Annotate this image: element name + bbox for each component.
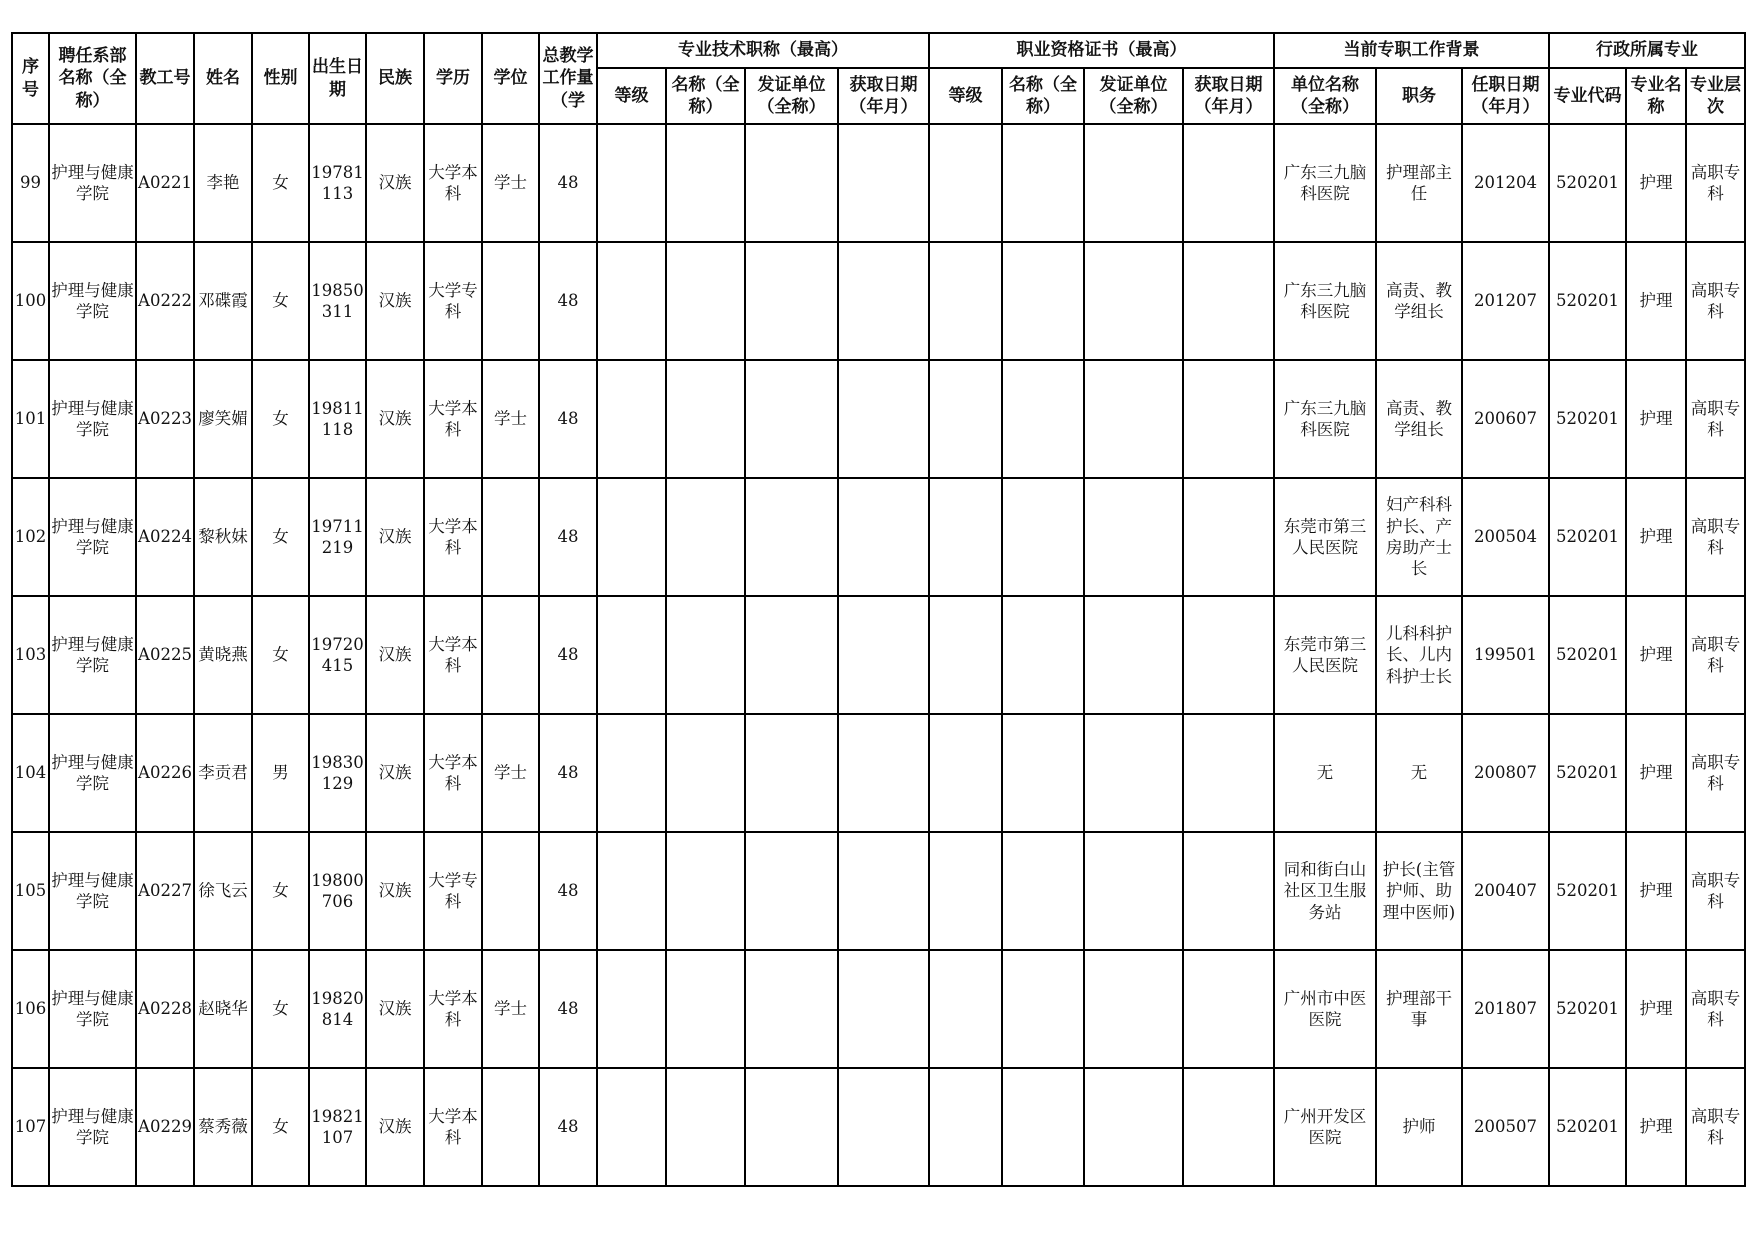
cell-ethnicity: 汉族 (366, 950, 424, 1068)
cell-education: 大学专科 (424, 242, 482, 360)
col-education: 学历 (424, 33, 482, 124)
cell-title-level (597, 1068, 666, 1186)
cell-title-date (838, 478, 929, 596)
cell-major-level: 高职专科 (1686, 478, 1745, 596)
col-job-position: 职务 (1376, 68, 1462, 124)
cell-major-name: 护理 (1626, 950, 1686, 1068)
cell-major-level: 高职专科 (1686, 714, 1745, 832)
col-major-level: 专业层次 (1686, 68, 1745, 124)
cell-major-name: 护理 (1626, 596, 1686, 714)
cell-gender: 女 (252, 832, 309, 950)
cell-title-level (597, 242, 666, 360)
col-gender: 性别 (252, 33, 309, 124)
cell-birth: 19821107 (309, 1068, 366, 1186)
cell-job-position: 妇产科科护长、产房助产士长 (1376, 478, 1462, 596)
cell-staff-id: A0228 (136, 950, 194, 1068)
cell-dept: 护理与健康学院 (49, 596, 136, 714)
cell-job-unit: 东莞市第三人民医院 (1274, 596, 1376, 714)
cell-major-name: 护理 (1626, 832, 1686, 950)
col-job-unit: 单位名称（全称） (1274, 68, 1376, 124)
cell-cert-name (1002, 1068, 1084, 1186)
cell-cert-issuer (1084, 360, 1183, 478)
cell-staff-id: A0224 (136, 478, 194, 596)
cell-ethnicity: 汉族 (366, 1068, 424, 1186)
cell-education: 大学本科 (424, 124, 482, 242)
cell-seq: 105 (12, 832, 49, 950)
cell-dept: 护理与健康学院 (49, 950, 136, 1068)
cell-gender: 女 (252, 596, 309, 714)
cell-cert-date (1183, 124, 1274, 242)
cell-major-name: 护理 (1626, 1068, 1686, 1186)
cell-title-level (597, 832, 666, 950)
col-dept: 聘任系部名称（全称） (49, 33, 136, 124)
cell-ethnicity: 汉族 (366, 478, 424, 596)
cell-cert-name (1002, 596, 1084, 714)
cell-education: 大学专科 (424, 832, 482, 950)
cell-title-date (838, 950, 929, 1068)
table-row (12, 478, 1745, 596)
cell-name: 黄晓燕 (194, 596, 252, 714)
cell-seq: 106 (12, 950, 49, 1068)
table-row (12, 596, 1745, 714)
col-cert-date: 获取日期（年月） (1183, 68, 1274, 124)
cell-gender: 女 (252, 478, 309, 596)
table-row (12, 1068, 1745, 1186)
cell-major-level: 高职专科 (1686, 1068, 1745, 1186)
cell-job-position: 高责、教学组长 (1376, 360, 1462, 478)
cell-title-level (597, 596, 666, 714)
cell-title-issuer (745, 950, 838, 1068)
cell-seq: 99 (12, 124, 49, 242)
cell-job-date: 200504 (1462, 478, 1549, 596)
cell-seq: 103 (12, 596, 49, 714)
cell-major-code: 520201 (1549, 596, 1626, 714)
cell-major-level: 高职专科 (1686, 832, 1745, 950)
cell-job-date: 201207 (1462, 242, 1549, 360)
cell-job-date: 200507 (1462, 1068, 1549, 1186)
col-workload-label: 总教学工作量（学 (542, 46, 594, 111)
cell-cert-date (1183, 478, 1274, 596)
cell-cert-date (1183, 596, 1274, 714)
cell-cert-date (1183, 714, 1274, 832)
cell-job-position: 护长(主管护师、助理中医师) (1376, 832, 1462, 950)
cell-cert-level (929, 242, 1002, 360)
table-row (12, 950, 1745, 1068)
cell-cert-date (1183, 832, 1274, 950)
cell-major-level: 高职专科 (1686, 950, 1745, 1068)
cell-education: 大学本科 (424, 478, 482, 596)
cell-title-level (597, 950, 666, 1068)
cell-birth: 19781113 (309, 124, 366, 242)
cell-cert-name (1002, 832, 1084, 950)
cell-staff-id: A0222 (136, 242, 194, 360)
cell-major-name: 护理 (1626, 242, 1686, 360)
cell-major-code: 520201 (1549, 832, 1626, 950)
cell-workload: 48 (539, 596, 597, 714)
cell-title-name (666, 242, 745, 360)
cell-workload: 48 (539, 124, 597, 242)
cell-cert-level (929, 596, 1002, 714)
cell-name: 李艳 (194, 124, 252, 242)
cell-cert-level (929, 1068, 1002, 1186)
cell-title-date (838, 360, 929, 478)
cell-cert-level (929, 478, 1002, 596)
cell-education: 大学本科 (424, 950, 482, 1068)
cell-title-issuer (745, 124, 838, 242)
cell-ethnicity: 汉族 (366, 714, 424, 832)
cell-cert-date (1183, 360, 1274, 478)
cell-cert-level (929, 124, 1002, 242)
cell-dept: 护理与健康学院 (49, 1068, 136, 1186)
cell-dept: 护理与健康学院 (49, 124, 136, 242)
cell-job-unit: 同和街白山社区卫生服务站 (1274, 832, 1376, 950)
cell-ethnicity: 汉族 (366, 360, 424, 478)
table-body (12, 124, 1745, 1186)
cell-title-name (666, 832, 745, 950)
cell-title-issuer (745, 832, 838, 950)
cell-title-date (838, 242, 929, 360)
cell-cert-issuer (1084, 950, 1183, 1068)
cell-workload: 48 (539, 832, 597, 950)
cell-workload: 48 (539, 714, 597, 832)
cell-education: 大学本科 (424, 1068, 482, 1186)
cell-workload: 48 (539, 950, 597, 1068)
cell-staff-id: A0223 (136, 360, 194, 478)
cell-degree: 学士 (482, 360, 539, 478)
cell-title-date (838, 124, 929, 242)
cell-birth: 19811118 (309, 360, 366, 478)
staff-roster-table (11, 32, 1746, 1187)
cell-staff-id: A0227 (136, 832, 194, 950)
staff-roster-sheet (11, 32, 1746, 1187)
cell-cert-issuer (1084, 124, 1183, 242)
cell-degree: 学士 (482, 124, 539, 242)
cell-name: 黎秋妹 (194, 478, 252, 596)
cell-cert-name (1002, 478, 1084, 596)
cell-gender: 女 (252, 950, 309, 1068)
cell-education: 大学本科 (424, 596, 482, 714)
group-professional-title: 专业技术职称（最高） (597, 33, 929, 68)
col-workload (539, 33, 597, 124)
col-cert-issuer: 发证单位（全称） (1084, 68, 1183, 124)
cell-birth: 19720415 (309, 596, 366, 714)
cell-job-date: 200607 (1462, 360, 1549, 478)
cell-title-issuer (745, 1068, 838, 1186)
cell-birth: 19850311 (309, 242, 366, 360)
cell-gender: 男 (252, 714, 309, 832)
cell-title-issuer (745, 360, 838, 478)
cell-job-position: 高责、教学组长 (1376, 242, 1462, 360)
cell-major-code: 520201 (1549, 478, 1626, 596)
cell-job-date: 200807 (1462, 714, 1549, 832)
cell-birth: 19830129 (309, 714, 366, 832)
cell-cert-date (1183, 950, 1274, 1068)
cell-seq: 107 (12, 1068, 49, 1186)
cell-job-unit: 无 (1274, 714, 1376, 832)
cell-major-code: 520201 (1549, 950, 1626, 1068)
cell-major-code: 520201 (1549, 242, 1626, 360)
table-row (12, 714, 1745, 832)
group-vocational-cert: 职业资格证书（最高） (929, 33, 1274, 68)
cell-major-code: 520201 (1549, 124, 1626, 242)
col-title-issuer: 发证单位（全称） (745, 68, 838, 124)
cell-name: 赵晓华 (194, 950, 252, 1068)
cell-dept: 护理与健康学院 (49, 242, 136, 360)
cell-title-issuer (745, 242, 838, 360)
cell-name: 邓碟霞 (194, 242, 252, 360)
cell-title-issuer (745, 596, 838, 714)
cell-degree: 学士 (482, 950, 539, 1068)
cell-name: 徐飞云 (194, 832, 252, 950)
table-row (12, 360, 1745, 478)
cell-title-name (666, 360, 745, 478)
cell-major-level: 高职专科 (1686, 242, 1745, 360)
cell-cert-date (1183, 1068, 1274, 1186)
cell-title-name (666, 1068, 745, 1186)
cell-cert-level (929, 360, 1002, 478)
cell-job-position: 护理部主任 (1376, 124, 1462, 242)
cell-job-unit: 广东三九脑科医院 (1274, 360, 1376, 478)
cell-cert-issuer (1084, 478, 1183, 596)
cell-major-level: 高职专科 (1686, 360, 1745, 478)
table-row (12, 832, 1745, 950)
cell-gender: 女 (252, 1068, 309, 1186)
cell-job-position: 无 (1376, 714, 1462, 832)
cell-staff-id: A0229 (136, 1068, 194, 1186)
cell-job-position: 护理部干事 (1376, 950, 1462, 1068)
cell-degree (482, 242, 539, 360)
cell-job-unit: 广东三九脑科医院 (1274, 242, 1376, 360)
table-row (12, 124, 1745, 242)
cell-cert-issuer (1084, 714, 1183, 832)
cell-workload: 48 (539, 360, 597, 478)
cell-name: 廖笑媚 (194, 360, 252, 478)
cell-birth: 19711219 (309, 478, 366, 596)
cell-title-date (838, 596, 929, 714)
cell-title-name (666, 714, 745, 832)
cell-job-unit: 广州市中医医院 (1274, 950, 1376, 1068)
cell-degree (482, 1068, 539, 1186)
cell-title-name (666, 596, 745, 714)
cell-title-issuer (745, 714, 838, 832)
col-ethnicity: 民族 (366, 33, 424, 124)
cell-title-issuer (745, 478, 838, 596)
cell-major-level: 高职专科 (1686, 124, 1745, 242)
cell-degree (482, 596, 539, 714)
col-title-level: 等级 (597, 68, 666, 124)
cell-staff-id: A0225 (136, 596, 194, 714)
cell-cert-date (1183, 242, 1274, 360)
cell-job-date: 201204 (1462, 124, 1549, 242)
cell-seq: 104 (12, 714, 49, 832)
cell-cert-name (1002, 360, 1084, 478)
cell-major-code: 520201 (1549, 360, 1626, 478)
cell-title-level (597, 360, 666, 478)
cell-cert-issuer (1084, 242, 1183, 360)
cell-dept: 护理与健康学院 (49, 832, 136, 950)
cell-job-date: 201807 (1462, 950, 1549, 1068)
cell-cert-name (1002, 714, 1084, 832)
cell-dept: 护理与健康学院 (49, 360, 136, 478)
cell-dept: 护理与健康学院 (49, 714, 136, 832)
cell-dept: 护理与健康学院 (49, 478, 136, 596)
col-name: 姓名 (194, 33, 252, 124)
cell-title-name (666, 478, 745, 596)
cell-cert-level (929, 832, 1002, 950)
cell-staff-id: A0221 (136, 124, 194, 242)
cell-major-name: 护理 (1626, 360, 1686, 478)
col-major-name: 专业名称 (1626, 68, 1686, 124)
cell-education: 大学本科 (424, 714, 482, 832)
table-row (12, 242, 1745, 360)
cell-major-code: 520201 (1549, 714, 1626, 832)
cell-cert-level (929, 714, 1002, 832)
cell-gender: 女 (252, 124, 309, 242)
cell-ethnicity: 汉族 (366, 242, 424, 360)
cell-ethnicity: 汉族 (366, 124, 424, 242)
cell-ethnicity: 汉族 (366, 596, 424, 714)
cell-major-code: 520201 (1549, 1068, 1626, 1186)
cell-job-position: 儿科科护长、儿内科护士长 (1376, 596, 1462, 714)
cell-major-level: 高职专科 (1686, 596, 1745, 714)
cell-job-position: 护师 (1376, 1068, 1462, 1186)
cell-education: 大学本科 (424, 360, 482, 478)
cell-job-unit: 东莞市第三人民医院 (1274, 478, 1376, 596)
cell-cert-name (1002, 242, 1084, 360)
cell-job-unit: 广东三九脑科医院 (1274, 124, 1376, 242)
cell-title-date (838, 714, 929, 832)
cell-title-date (838, 1068, 929, 1186)
cell-job-date: 200407 (1462, 832, 1549, 950)
cell-seq: 102 (12, 478, 49, 596)
col-degree: 学位 (482, 33, 539, 124)
cell-cert-name (1002, 124, 1084, 242)
cell-gender: 女 (252, 360, 309, 478)
cell-title-date (838, 832, 929, 950)
cell-cert-name (1002, 950, 1084, 1068)
cell-workload: 48 (539, 242, 597, 360)
cell-title-level (597, 714, 666, 832)
cell-name: 蔡秀薇 (194, 1068, 252, 1186)
cell-title-level (597, 124, 666, 242)
col-job-date: 任职日期（年月） (1462, 68, 1549, 124)
col-cert-name: 名称（全称） (1002, 68, 1084, 124)
cell-workload: 48 (539, 1068, 597, 1186)
cell-degree (482, 832, 539, 950)
cell-birth: 19820814 (309, 950, 366, 1068)
group-admin-major: 行政所属专业 (1549, 33, 1745, 68)
cell-degree (482, 478, 539, 596)
col-title-name: 名称（全称） (666, 68, 745, 124)
cell-gender: 女 (252, 242, 309, 360)
cell-degree: 学士 (482, 714, 539, 832)
cell-title-level (597, 478, 666, 596)
col-major-code: 专业代码 (1549, 68, 1626, 124)
table-header (12, 33, 1745, 124)
col-title-date: 获取日期（年月） (838, 68, 929, 124)
cell-cert-issuer (1084, 832, 1183, 950)
col-seq: 序号 (12, 33, 49, 124)
col-birth: 出生日期 (309, 33, 366, 124)
cell-cert-issuer (1084, 596, 1183, 714)
cell-cert-issuer (1084, 1068, 1183, 1186)
cell-job-date: 199501 (1462, 596, 1549, 714)
cell-seq: 100 (12, 242, 49, 360)
group-current-job: 当前专职工作背景 (1274, 33, 1549, 68)
cell-major-name: 护理 (1626, 478, 1686, 596)
cell-cert-level (929, 950, 1002, 1068)
cell-birth: 19800706 (309, 832, 366, 950)
col-staff-id: 教工号 (136, 33, 194, 124)
cell-title-name (666, 124, 745, 242)
cell-staff-id: A0226 (136, 714, 194, 832)
cell-ethnicity: 汉族 (366, 832, 424, 950)
cell-job-unit: 广州开发区医院 (1274, 1068, 1376, 1186)
cell-major-name: 护理 (1626, 714, 1686, 832)
cell-name: 李贡君 (194, 714, 252, 832)
cell-title-name (666, 950, 745, 1068)
col-cert-level: 等级 (929, 68, 1002, 124)
cell-major-name: 护理 (1626, 124, 1686, 242)
cell-seq: 101 (12, 360, 49, 478)
cell-workload: 48 (539, 478, 597, 596)
